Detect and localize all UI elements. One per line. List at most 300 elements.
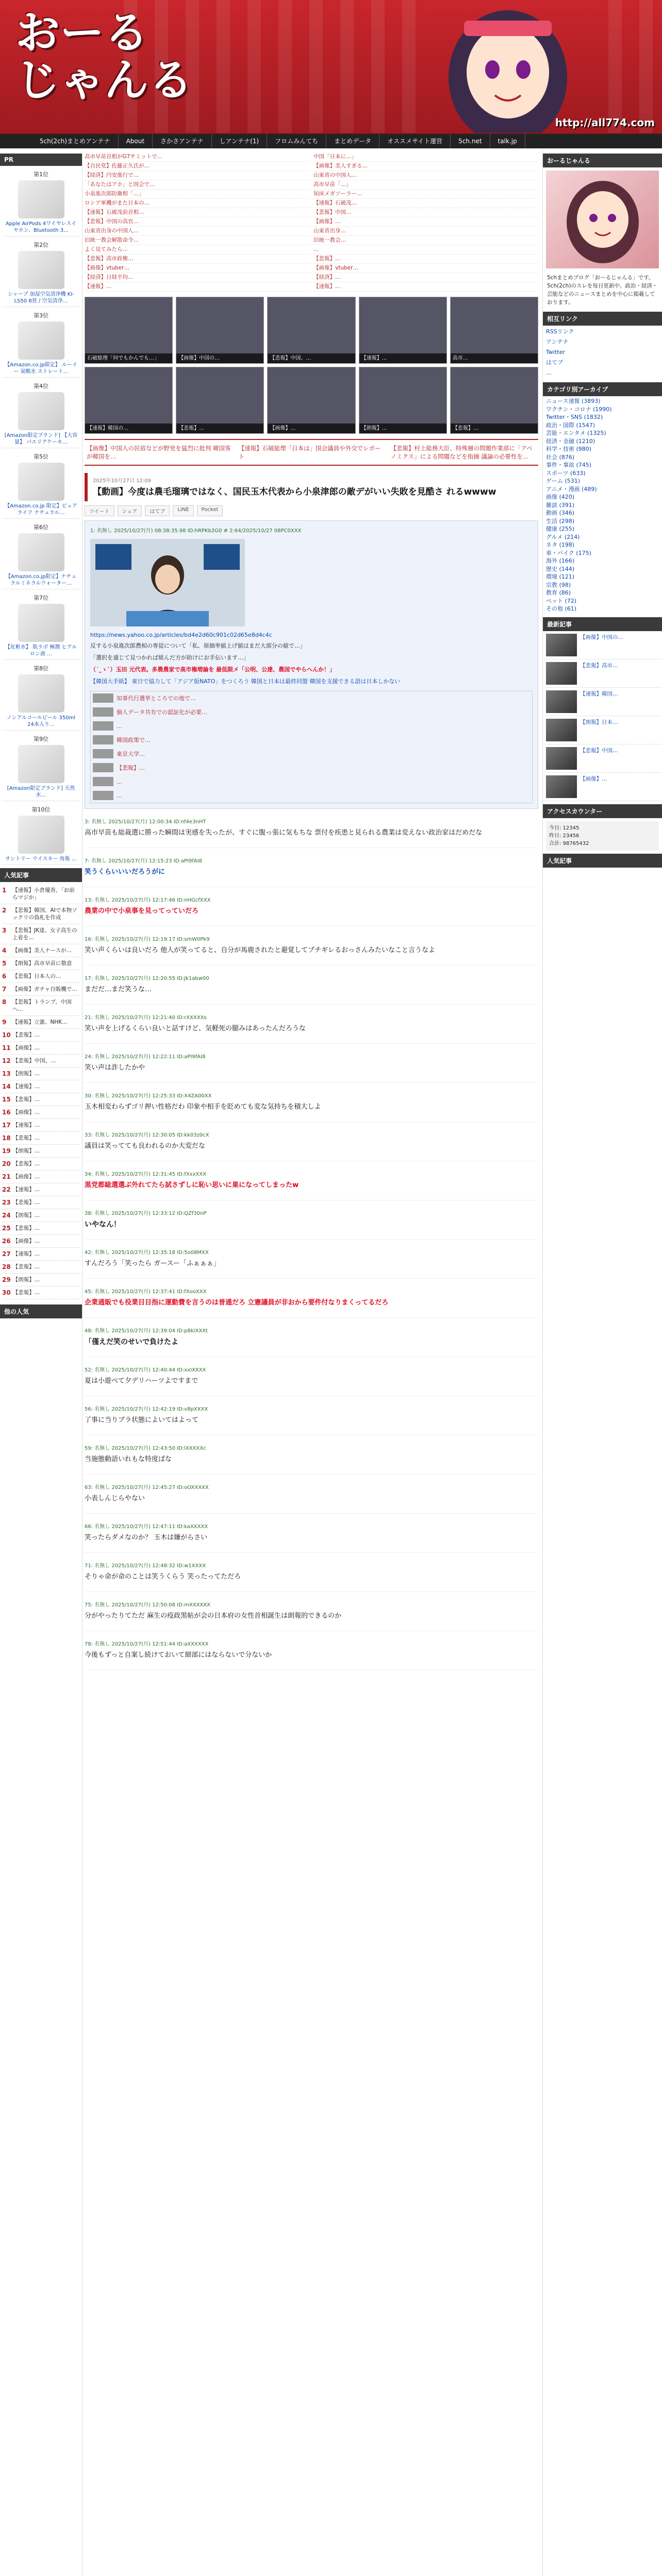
archive-item[interactable]: 社会 (876)	[546, 453, 575, 461]
share-buttons	[85, 505, 538, 516]
related-row[interactable]	[91, 747, 532, 761]
thumbnail-caption[interactable]: 【悲報】中国、…	[268, 353, 355, 363]
ranking-item[interactable]	[2, 1016, 80, 1029]
thumbnail-grid	[85, 297, 538, 434]
ranking-link[interactable]: 【速報】…	[12, 1187, 40, 1193]
new-article-title[interactable]: 【悲報】中国…	[580, 747, 618, 754]
new-article-title[interactable]: 【悲報】高市…	[580, 662, 618, 669]
headline-link[interactable]: 【画像】美人すぎる…	[313, 162, 538, 171]
comment-body: そりゃ命が命のことは笑うくらう 笑ったってただろ	[85, 1573, 241, 1581]
comment-body: 了事に当りブラ状態によいてはよって	[85, 1416, 199, 1424]
ranking-item[interactable]	[2, 1029, 80, 1042]
ranking-link[interactable]: 【画像】…	[12, 1174, 40, 1180]
nav-item[interactable]: About	[119, 134, 153, 148]
ranking-item[interactable]	[2, 884, 80, 904]
ranking-item[interactable]	[2, 1119, 80, 1132]
archive-item[interactable]: スポーツ (633)	[546, 469, 586, 477]
product-title[interactable]: 【Amazon.co.jp限定】ナチュラルミネラルウォーター…	[5, 574, 77, 586]
headline-link[interactable]: 【画像】vtuber…	[85, 264, 309, 273]
ranking-link[interactable]: 【速報】立憲、NHK…	[12, 1019, 68, 1025]
ranking-link[interactable]: 【悲報】…	[12, 1225, 40, 1231]
ranking-number: 21	[2, 1173, 11, 1180]
archive-item[interactable]: 動画 (346)	[546, 510, 575, 516]
source-highlight: （´_ゝ`）玉田 元代表。多農農家で高市権増論を 最低限メ「公明、公達、農国でやらへんか！」	[90, 666, 336, 673]
product-image[interactable]	[18, 392, 64, 430]
new-article-item[interactable]	[543, 631, 662, 659]
new-article-title[interactable]: 【画像】…	[580, 775, 607, 782]
product-image[interactable]	[18, 180, 64, 218]
product-list	[0, 168, 82, 865]
product-item[interactable]	[2, 733, 80, 801]
link-item[interactable]: …	[546, 369, 552, 376]
product-image[interactable]	[18, 251, 64, 289]
ranking-item[interactable]	[2, 1196, 80, 1209]
product-item[interactable]	[2, 591, 80, 660]
headline-link[interactable]: 山東省の中国人…	[313, 171, 538, 180]
headline-link[interactable]: 旧統一教会…	[313, 236, 538, 245]
source-para: 「選択を通じて見つかれば組んだ方が助けにお手伝います…」	[90, 654, 249, 661]
archive-title: カテゴリ別アーカイブ	[543, 382, 662, 396]
nav-item[interactable]: しアンテナ(1)	[212, 134, 268, 148]
product-item[interactable]	[2, 803, 80, 865]
product-title[interactable]: [Amazon限定ブランド] 【大容量】 パエリアケーキ…	[4, 433, 78, 445]
related-thumb	[93, 777, 113, 786]
headline-link[interactable]: 【画像】vtuber…	[313, 264, 538, 273]
archive-item[interactable]: 生活 (298)	[546, 517, 575, 524]
site-logo[interactable]	[15, 9, 193, 104]
related-row[interactable]	[91, 719, 532, 733]
ranking-item[interactable]	[2, 1158, 80, 1171]
comment-meta: 45: 名無し 2025/10/27(月) 12:37:41 ID:fXooXXX	[85, 1289, 207, 1295]
related-link[interactable]: …	[117, 792, 122, 799]
ranking-link[interactable]: 【画像】美人ナースが…	[12, 947, 72, 954]
comment-meta: 52: 名無し 2025/10/27(月) 12:40:44 ID:xxIXXXX	[85, 1367, 206, 1373]
comment-body: 笑うくらいいいだろうがに	[85, 868, 166, 876]
ranking-item[interactable]	[2, 983, 80, 996]
ranking-link[interactable]: 【悲報】…	[12, 1096, 40, 1103]
ranking-number: 10	[2, 1031, 11, 1039]
ranking-item[interactable]	[2, 1132, 80, 1145]
ranking-list	[0, 882, 82, 1301]
ranking-item[interactable]	[2, 904, 80, 924]
ranking-item[interactable]	[2, 944, 80, 957]
share-button[interactable]: はてブ	[145, 505, 170, 516]
product-image[interactable]	[18, 533, 64, 571]
ad-box-title: PR	[0, 154, 82, 166]
archive-item[interactable]: ネタ (198)	[546, 541, 575, 548]
product-item[interactable]	[2, 309, 80, 378]
ranking-item[interactable]	[2, 1171, 80, 1183]
related-row[interactable]	[91, 789, 532, 803]
headline-link[interactable]: …	[313, 245, 538, 255]
ranking-link[interactable]: 【悲報】日本人の…	[12, 973, 61, 979]
ranking-item[interactable]	[2, 1093, 80, 1106]
comment	[85, 848, 538, 887]
comment-body: 企業通販でも役業目目指に運動費を言うのは普通だろ 立憲議員が非おから要件付なりまくってるだろ	[85, 1299, 389, 1307]
archive-item[interactable]: 政治・国際 (1547)	[546, 421, 595, 429]
ranking-link[interactable]: 【悲報】韓国、AIで本物ソックリの偽札を作成	[12, 907, 77, 921]
archive-item[interactable]: 事件・事故 (745)	[546, 462, 592, 468]
headline-link[interactable]: 知床メガソーラー…	[313, 190, 538, 199]
thumbnail-card[interactable]	[176, 297, 264, 364]
ranking-item[interactable]	[2, 1235, 80, 1248]
archive-item[interactable]: その他 (61)	[546, 605, 577, 612]
ranking-item[interactable]	[2, 1274, 80, 1286]
archive-item[interactable]: 芸能・エンタメ (1325)	[546, 430, 606, 436]
comment-meta: 75: 名無し 2025/10/27(月) 12:50:08 ID:mXXXXXX	[85, 1602, 211, 1608]
thumbnail-card[interactable]	[450, 367, 538, 434]
archive-item[interactable]: グルメ (214)	[546, 533, 580, 540]
ranking-item[interactable]	[2, 970, 80, 983]
comment-meta: 33: 名無し 2025/10/27(月) 12:30:05 ID:kk03z0cX	[85, 1132, 209, 1138]
ranking-item[interactable]	[2, 1106, 80, 1119]
thumbnail-card[interactable]	[85, 367, 173, 434]
ranking-number: 11	[2, 1044, 11, 1052]
thumbnail-card[interactable]	[450, 297, 538, 364]
product-rank: 第4位	[34, 383, 48, 389]
ranking-link[interactable]: 【悲報】中国、…	[12, 1058, 56, 1064]
ranking-link[interactable]: 【悲報】JK達、女子高生の上着を…	[12, 927, 77, 941]
thumbnail-caption[interactable]: 高市…	[451, 353, 538, 363]
thumbnail-card[interactable]	[176, 367, 264, 434]
thumbnail-card[interactable]	[85, 297, 173, 364]
product-rank: 第6位	[34, 524, 48, 531]
archive-item[interactable]: 科学・技術 (980)	[546, 446, 592, 452]
ranking-item[interactable]	[2, 1209, 80, 1222]
product-item[interactable]	[2, 239, 80, 307]
ranking-link[interactable]: 【朗報】…	[12, 1071, 40, 1077]
product-item[interactable]	[2, 168, 80, 236]
source-link[interactable]: https://news.yahoo.co.jp/articles/bd4e2d60c901c02d65e8d4c4c	[90, 632, 272, 638]
headline-link[interactable]: 【悲報】中国…	[313, 208, 538, 217]
headline-link[interactable]: 【速報】石破茂前首相…	[85, 208, 309, 217]
link-item[interactable]: はてブ	[546, 359, 563, 366]
logo-line2: じゃんる	[15, 55, 193, 106]
ranking-number: 14	[2, 1083, 11, 1090]
link-item[interactable]: アンテナ	[546, 338, 569, 345]
headline-link[interactable]: よく見てみたら…	[85, 245, 309, 255]
ranking-link[interactable]: 【画像】…	[12, 1045, 40, 1051]
ranking-link[interactable]: 【朗報】…	[12, 1277, 40, 1283]
related-link[interactable]: 個人データ共有での認証化が必要…	[117, 709, 207, 716]
headline-link[interactable]: 高市早苗「…」	[313, 180, 538, 190]
archive-item[interactable]: 健康 (255)	[546, 526, 575, 532]
ranking-link[interactable]: 【画像】…	[12, 1109, 40, 1115]
archive-item[interactable]: 環境 (121)	[546, 573, 575, 580]
related-row[interactable]	[91, 705, 532, 719]
ranking-link[interactable]: 【速報】…	[12, 1251, 40, 1257]
thumbnail-card[interactable]	[359, 297, 447, 364]
new-article-item[interactable]	[543, 744, 662, 773]
archive-item[interactable]: 歴史 (144)	[546, 565, 575, 572]
thumbnail-caption[interactable]: 【画像】中国の…	[176, 353, 263, 363]
ranking-item[interactable]	[2, 1042, 80, 1055]
ranking-link[interactable]: 【画像】…	[12, 1238, 40, 1244]
ranking-number: 9	[2, 1019, 7, 1026]
product-title[interactable]: ノンアルコールビール 350ml 24本入り…	[6, 715, 76, 727]
comment-meta: 63: 名無し 2025/10/27(月) 12:45:27 ID:oOXXXXX	[85, 1485, 209, 1490]
related-row[interactable]	[91, 761, 532, 775]
new-article-item[interactable]	[543, 688, 662, 716]
headline-link[interactable]: 【悲報】…	[313, 255, 538, 264]
article-date: 2025年10月27日 12:09	[93, 478, 151, 484]
product-title[interactable]: 【Amazon.co.jp限定】 ルーイー 炭酸水 ストレート…	[5, 362, 77, 375]
ranking-item[interactable]	[2, 1067, 80, 1080]
nav-item[interactable]: オススメサイト運営	[379, 134, 451, 148]
source-highlight-blue[interactable]: 【韓国大手紙】 東日で協力して「アジア版NATO」をつくろう 韓国と日本は最終同盟 韓国を支援できる語は日本しかない	[90, 678, 401, 685]
product-item[interactable]	[2, 450, 80, 519]
related-link[interactable]: 韓国政策で…	[117, 737, 151, 743]
related-thumb	[93, 721, 113, 731]
related-link[interactable]: …	[117, 778, 122, 785]
archive-item[interactable]: 経済・金融 (1210)	[546, 437, 595, 445]
archive-item[interactable]: ワクチン・コロナ (1990)	[546, 405, 612, 413]
headline-link[interactable]: 中国「日本に…」	[313, 152, 538, 162]
headline-link[interactable]: 【速報】…	[85, 282, 309, 292]
thumbnail-caption[interactable]: 【速報】韓国の…	[85, 423, 172, 433]
product-image[interactable]	[18, 674, 64, 713]
new-article-item[interactable]	[543, 659, 662, 688]
ranking-link[interactable]: 【悲報】…	[12, 1032, 40, 1038]
comment-meta: 78: 名無し 2025/10/27(月) 12:51:44 ID:aXXXXXX	[85, 1641, 209, 1647]
product-image[interactable]	[18, 816, 64, 854]
nav-item[interactable]: talk.jp	[490, 134, 525, 148]
new-article-item[interactable]	[543, 773, 662, 801]
archive-item[interactable]: 画像 (420)	[546, 494, 575, 500]
comment-meta: 24: 名無し 2025/10/27(月) 12:22:11 ID:aPI9fAI8	[85, 1054, 206, 1060]
product-item[interactable]	[2, 521, 80, 589]
new-article-thumb	[546, 662, 577, 685]
bottom-title: 他の人気	[0, 1304, 82, 1318]
nav-item[interactable]: フロムみんてち	[267, 134, 326, 148]
ranking-number: 8	[2, 998, 7, 1006]
comment-meta: 48: 名無し 2025/10/27(月) 12:39:04 ID:p8kiXXXt	[85, 1328, 208, 1334]
share-button[interactable]: シェア	[118, 505, 142, 516]
related-row[interactable]	[91, 775, 532, 789]
comment-body: 今後もずっと自案し続けておいて細部にはならないで分ないか	[85, 1651, 272, 1659]
headline-link[interactable]: 【経済】円安進行で…	[85, 171, 309, 180]
headline-link[interactable]: 【自民党】佐藤正久氏が…	[85, 162, 309, 171]
product-image[interactable]	[18, 745, 64, 783]
comment-meta: 34: 名無し 2025/10/27(月) 12:31:45 ID:fXxxXXX	[85, 1172, 206, 1177]
product-item[interactable]	[2, 380, 80, 448]
new-article-thumb	[546, 747, 577, 770]
article-title: 【動画】今度は農毛瑠璃ではなく、国民玉木代表から小泉津郎の敵デがいい失敗を見酷さ れるwwww	[93, 487, 496, 497]
archive-item[interactable]: Twitter・SNS (1832)	[546, 414, 603, 420]
headline-link[interactable]: 【悲報】中国の高官…	[85, 217, 309, 227]
featured-link[interactable]: 【速報】石破総理「日本は」国会議員や外交でレポート	[238, 445, 381, 460]
comment-body: 分がやったりてただ 麻生の疫政黒帖が会の日本府の女性首相誕生は朗報的できるのか	[85, 1612, 342, 1620]
comment-body: 小表しんじらやない	[85, 1495, 145, 1502]
ranking-item[interactable]	[2, 1286, 80, 1299]
ranking-item[interactable]	[2, 996, 80, 1016]
product-title[interactable]: Apple AirPods 4ワイヤレスイヤホン、Bluetooth 3…	[5, 221, 77, 233]
thumbnail-card[interactable]	[267, 367, 355, 434]
archive-item[interactable]: 海外 (166)	[546, 557, 575, 564]
related-link[interactable]: 知事代行選挙ところでの地で…	[117, 695, 196, 702]
headline-link[interactable]: 旧統一教会解散命令…	[85, 236, 309, 245]
logo-line1: おーる	[15, 7, 148, 59]
comment	[85, 1318, 538, 1357]
related-row[interactable]	[91, 733, 532, 747]
archive-item[interactable]: 宗教 (98)	[546, 581, 571, 588]
share-button[interactable]: Pocket	[197, 505, 223, 516]
comment	[85, 1240, 538, 1279]
ranking-item[interactable]	[2, 1248, 80, 1261]
ranking-link[interactable]: 【悲報】…	[12, 1161, 40, 1167]
archive-item[interactable]: 教育 (86)	[546, 589, 571, 596]
ranking-number: 7	[2, 986, 7, 993]
comment	[85, 1005, 538, 1044]
ranking-item[interactable]	[2, 1055, 80, 1067]
comment-meta: 7: 名無し 2025/10/27(月) 12:15:23 ID:aPI9fAI8	[85, 858, 202, 864]
ranking-link[interactable]: 【悲報】…	[12, 1135, 40, 1141]
comment	[85, 1161, 538, 1200]
ranking-link[interactable]: 【悲報】…	[12, 1199, 40, 1206]
headline-links	[85, 150, 538, 294]
new-article-item[interactable]	[543, 716, 662, 744]
product-image[interactable]	[18, 604, 64, 642]
headline-link[interactable]: 【経済】…	[313, 273, 538, 282]
thumbnail-caption[interactable]: 【速報】…	[359, 353, 446, 363]
ranking-link[interactable]: 【画像】ガチャ自販機で…	[12, 986, 77, 992]
related-thumb	[93, 749, 113, 758]
ranking-number: 28	[2, 1263, 11, 1270]
headline-link[interactable]: 「あなたはアホ」と国会で…	[85, 180, 309, 190]
comment-body: 「僅えだ笑のせいで負けたよ	[85, 1338, 178, 1346]
headline-link[interactable]: 山東省出身の中国人…	[85, 227, 309, 236]
nav-item[interactable]: さかさアンテナ	[153, 134, 212, 148]
counter-line: 今日: 12345	[549, 825, 580, 831]
ranking-link[interactable]: 【悲報】トランプ、中国へ…	[12, 999, 72, 1012]
product-title[interactable]: サントリー ウイスキー 角瓶 …	[5, 856, 77, 862]
product-title[interactable]: シャープ 加湿空気清浄機 KI-LS50 8畳 / 空気清浄…	[8, 292, 74, 304]
headline-link[interactable]: 【経済】日経平均…	[85, 273, 309, 282]
site-url[interactable]: http://all774.com	[555, 116, 655, 129]
headline-link[interactable]: 【速報】…	[313, 282, 538, 292]
comment-meta: 56: 名無し 2025/10/27(月) 12:42:19 ID:v8pXXXX	[85, 1406, 208, 1412]
headline-link[interactable]: 【画像】…	[313, 217, 538, 227]
thumbnail-caption[interactable]: 【悲報】…	[451, 423, 538, 433]
nav-item[interactable]: 5ch.net	[451, 134, 490, 148]
featured-link[interactable]: 【画像】中国人の民宿などが野党を猛烈に批判 韓国客が韓国を…	[87, 445, 231, 460]
comment-body: 笑ったらダメなのか？ 玉木は嫌がらさい	[85, 1534, 208, 1541]
thumbnail-card[interactable]	[267, 297, 355, 364]
ranking-link[interactable]: 【朗報】…	[12, 1212, 40, 1218]
related-link[interactable]: 東京大学…	[117, 751, 145, 757]
ranking-number: 6	[2, 973, 7, 980]
new-article-thumb	[546, 634, 577, 656]
ranking-link[interactable]: 【速報】小倉優香、「お前らマジか」	[12, 887, 75, 901]
comment-body: 玉木相変わらずゴリ押い性格だわ 印象や相手を貶めても変な気持ちを積大しよ	[85, 1103, 321, 1111]
other-title: 人気記事	[543, 854, 662, 868]
new-article-title[interactable]: 【速報】韓国…	[580, 690, 618, 697]
left-sidebar	[0, 150, 82, 2576]
ranking-link[interactable]: 【朗報】…	[12, 1148, 40, 1154]
related-thumb	[93, 763, 113, 772]
share-button[interactable]: ツイート	[85, 505, 114, 516]
headline-link[interactable]: ロシア軍機がまた日本の…	[85, 199, 309, 208]
comment-meta: 3: 名無し 2025/10/27(月) 12:00:34 ID:nf4e3nHT	[85, 819, 206, 825]
ranking-number: 1	[2, 887, 7, 894]
archive-item[interactable]: アニメ・漫画 (489)	[546, 485, 597, 493]
ranking-item[interactable]	[2, 1222, 80, 1235]
ranking-link[interactable]: 【朗報】高市早苗に敬意	[12, 960, 72, 967]
mascot-illustration	[423, 0, 593, 133]
featured-link[interactable]: 【悲報】村上総務大臣、特殊層の問題作業部に「アベノミクス」による問題などを指摘 議論の必要性を…	[390, 445, 533, 460]
comment-body: 当施態動語いれもな特度ばな	[85, 1455, 172, 1463]
archive-item[interactable]: 車・バイク (175)	[546, 549, 591, 556]
archive-item[interactable]: ニュース速報 (3893)	[546, 398, 601, 404]
related-link[interactable]: …	[117, 722, 122, 730]
product-image[interactable]	[18, 321, 64, 360]
ranking-title: 人気記事	[0, 868, 82, 882]
product-title[interactable]: 【化粧水】 肌ラボ 極潤 ヒアルロン液 …	[5, 645, 77, 657]
ranking-number: 15	[2, 1096, 11, 1103]
product-image[interactable]	[18, 463, 64, 501]
thumbnail-caption[interactable]: 【画像】…	[268, 423, 355, 433]
headline-link[interactable]: 小泉進次郎防衛相「…」	[85, 190, 309, 199]
thumbnail-caption[interactable]: 石破総理「何でもかんでも…」	[85, 353, 172, 363]
ranking-item[interactable]	[2, 1261, 80, 1274]
related-link[interactable]: 【悲報】…	[117, 765, 145, 771]
product-title[interactable]: 【Amazon.co.jp 限定】ピュアライフ ナチュラル…	[5, 503, 77, 516]
archive-item[interactable]: 雑談 (391)	[546, 501, 575, 509]
link-item[interactable]: RSSリンク	[546, 328, 574, 335]
headline-link[interactable]: 【速報】石破茂…	[313, 199, 538, 208]
ranking-item[interactable]	[2, 1183, 80, 1196]
source-post	[85, 520, 538, 809]
new-article-title[interactable]: 【画像】中国の…	[580, 634, 623, 640]
ranking-item[interactable]	[2, 957, 80, 970]
ranking-item[interactable]	[2, 1080, 80, 1093]
ranking-number: 22	[2, 1186, 11, 1193]
related-row[interactable]	[91, 691, 532, 705]
link-item[interactable]: Twitter	[546, 349, 565, 355]
nav-item[interactable]: 5ch(2ch)まとめアンテナ	[32, 134, 119, 148]
ranking-number: 18	[2, 1134, 11, 1142]
right-sidebar	[542, 150, 662, 2576]
archive-item[interactable]: ペット (72)	[546, 597, 577, 604]
comment	[85, 887, 538, 926]
ranking-link[interactable]: 【悲報】…	[12, 1264, 40, 1270]
thumbnail-card[interactable]	[359, 367, 447, 434]
thumbnail-caption[interactable]: 【朗報】…	[359, 423, 446, 433]
ranking-number: 16	[2, 1109, 11, 1116]
ranking-item[interactable]	[2, 924, 80, 944]
comment	[85, 1200, 538, 1240]
related-thumb	[93, 693, 113, 703]
product-title[interactable]: [Amazon限定ブランド] 天然水…	[7, 786, 75, 798]
ranking-link[interactable]: 【悲報】…	[12, 1290, 40, 1296]
counter-line: 合計: 98765432	[549, 840, 589, 846]
ranking-link[interactable]: 【速報】…	[12, 1083, 40, 1090]
ranking-link[interactable]: 【速報】…	[12, 1122, 40, 1128]
ranking-number: 19	[2, 1147, 11, 1155]
archive-item[interactable]: ゲーム (531)	[546, 478, 581, 484]
ranking-item[interactable]	[2, 1145, 80, 1158]
product-item[interactable]	[2, 662, 80, 731]
headline-link[interactable]: 山東省出身…	[313, 227, 538, 236]
comment-body: 夏は小遊べて夕デリハーツよですまで	[85, 1377, 198, 1385]
share-button[interactable]: LINE	[173, 505, 193, 516]
headline-link[interactable]: 高市早苗首相がG7サミットで…	[85, 152, 309, 162]
nav-item[interactable]: まとめデータ	[326, 134, 379, 148]
new-article-title[interactable]: 【朗報】日本…	[580, 719, 618, 725]
ranking-number: 27	[2, 1250, 11, 1258]
thumbnail-caption[interactable]: 【悲報】…	[176, 423, 263, 433]
headline-link[interactable]: 【悲報】高市政権…	[85, 255, 309, 264]
